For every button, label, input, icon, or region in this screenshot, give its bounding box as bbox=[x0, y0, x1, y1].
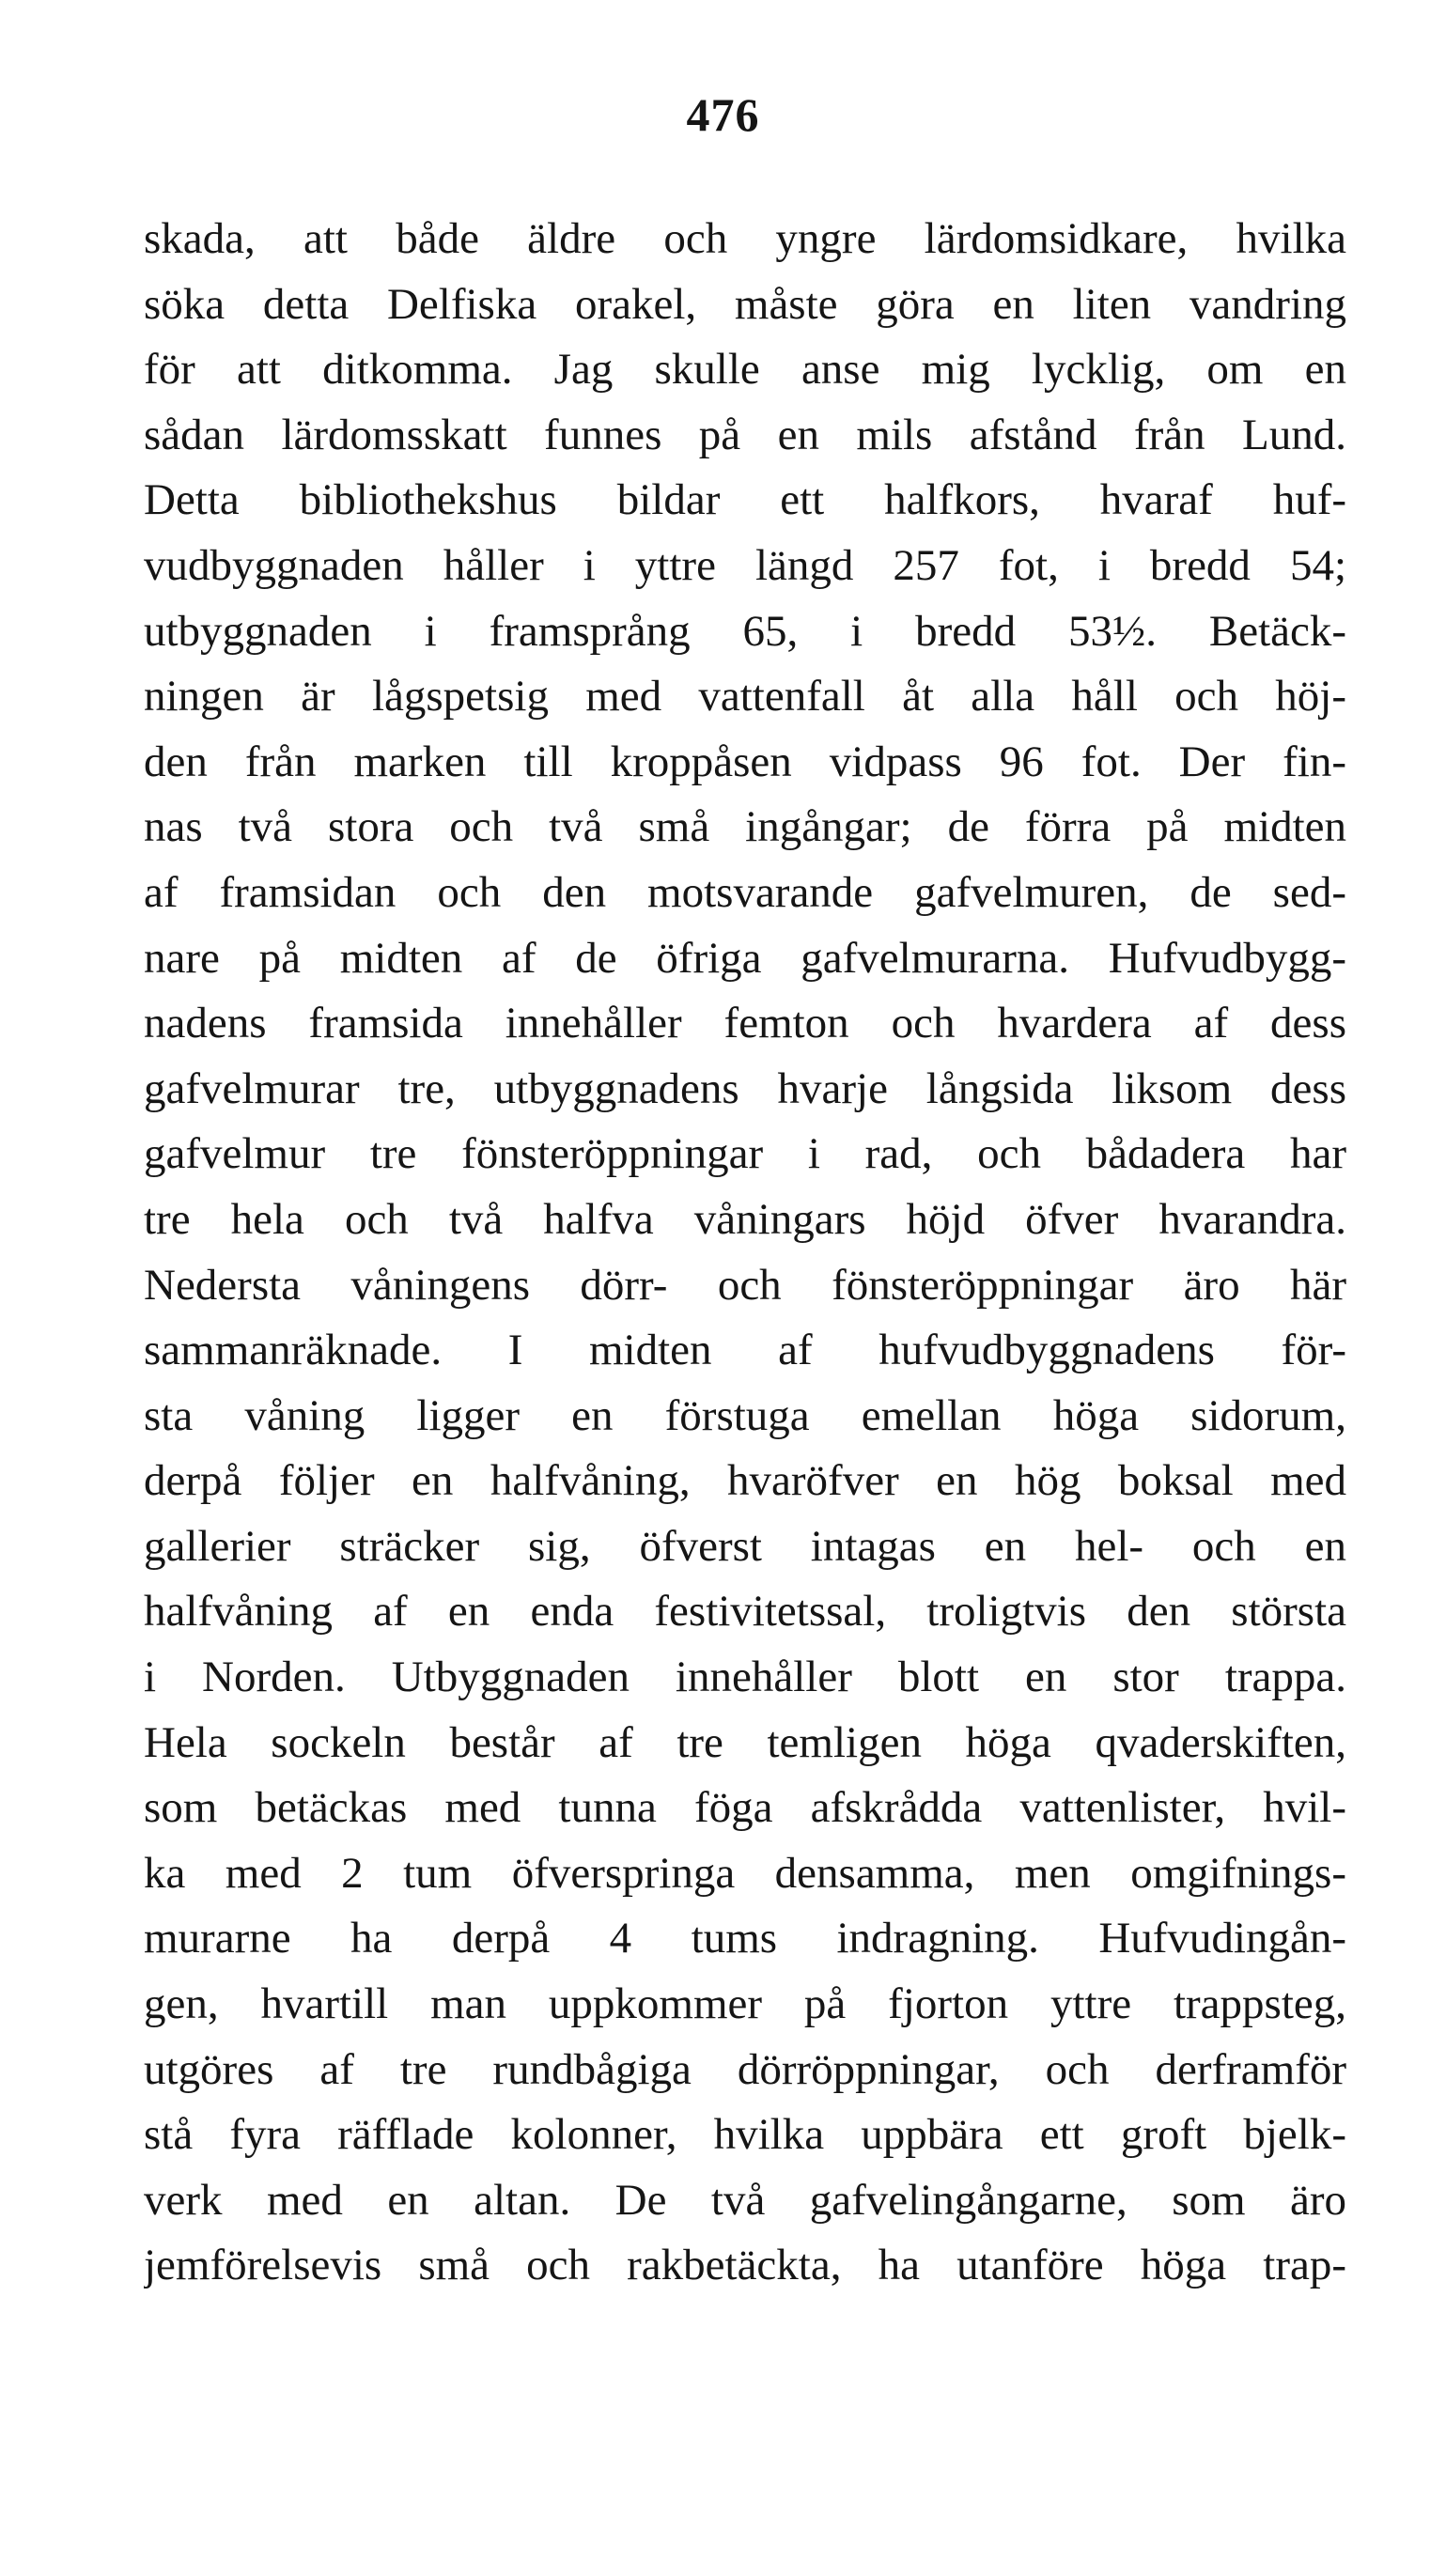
text-line: halfvåning af en enda festivitetssal, troligtvis den största bbox=[144, 1587, 1346, 1637]
text-line: som betäckas med tunna föga afskrådda vattenlister, hvil- bbox=[144, 1783, 1346, 1833]
text-line: gen, hvartill man uppkommer på fjorton yttre trappsteg, bbox=[144, 1979, 1346, 2029]
text-line: utbyggnaden i framsprång 65, i bredd 53½. Betäck- bbox=[144, 606, 1346, 656]
text-line: nadens framsida innehåller femton och hvardera af dess bbox=[144, 999, 1346, 1048]
text-line: tre hela och två halfva våningars höjd öfver hvarandra. bbox=[144, 1194, 1346, 1244]
text-line: murarne ha derpå 4 tums indragning. Hufvudingån- bbox=[144, 1914, 1346, 1963]
text-line: nare på midten af de öfriga gafvelmurarna. Hufvudbygg- bbox=[144, 933, 1346, 983]
text-line: söka detta Delfiska orakel, måste göra en liten vandring bbox=[144, 279, 1346, 329]
text-line: i Norden. Utbyggnaden innehåller blott en stor trappa. bbox=[144, 1653, 1346, 1702]
text-line: sådan lärdomsskatt funnes på en mils afstånd från Lund. bbox=[144, 410, 1346, 459]
text-line: Detta bibliothekshus bildar ett halfkors, hvaraf huf- bbox=[144, 475, 1346, 525]
text-line: utgöres af tre rundbågiga dörröppningar, och derframför bbox=[144, 2044, 1346, 2094]
text-line: gafvelmur tre fönsteröppningar i rad, och bådadera har bbox=[144, 1129, 1346, 1179]
text-line: stå fyra räfflade kolonner, hvilka uppbära ett groft bjelk- bbox=[144, 2110, 1346, 2160]
text-line: den från marken till kroppåsen vidpass 96 fot. Der fin- bbox=[144, 737, 1346, 786]
text-line: Hela sockeln består af tre temligen höga qvaderskiften, bbox=[144, 1717, 1346, 1767]
text-line: gafvelmurar tre, utbyggnadens hvarje långsida liksom dess bbox=[144, 1063, 1346, 1113]
text-line: ka med 2 tum öfverspringa densamma, men omgifnings- bbox=[144, 1848, 1346, 1898]
text-line: gallerier sträcker sig, öfverst intagas en hel- och en bbox=[144, 1521, 1346, 1571]
text-line: skada, att både äldre och yngre lärdomsidkare, hvilka bbox=[144, 214, 1346, 263]
text-line: ningen är lågspetsig med vattenfall åt alla håll och höj- bbox=[144, 672, 1346, 722]
text-line: verk med en altan. De två gafvelingångarne, som äro bbox=[144, 2175, 1346, 2225]
text-line: sta våning ligger en förstuga emellan höga sidorum, bbox=[144, 1390, 1346, 1440]
text-line: Nedersta våningens dörr- och fönsteröppningar äro här bbox=[144, 1260, 1346, 1310]
text-line: nas två stora och två små ingångar; de förra på midten bbox=[144, 802, 1346, 852]
text-line: för att ditkomma. Jag skulle anse mig lycklig, om en bbox=[144, 345, 1346, 395]
page-number: 476 bbox=[686, 88, 760, 141]
text-line: sammanräknade. I midten af hufvudbyggnadens för- bbox=[144, 1326, 1346, 1375]
text-line: af framsidan och den motsvarande gafvelmuren, de sed- bbox=[144, 867, 1346, 917]
text-line: derpå följer en halfvåning, hvaröfver en hög boksal med bbox=[144, 1456, 1346, 1506]
body-text bbox=[144, 207, 1346, 2299]
text-line: jemförelsevis små och rakbetäckta, ha utanföre höga trap- bbox=[144, 2241, 1346, 2290]
text-line: vudbyggnaden håller i yttre längd 257 fot, i bredd 54; bbox=[144, 540, 1346, 590]
